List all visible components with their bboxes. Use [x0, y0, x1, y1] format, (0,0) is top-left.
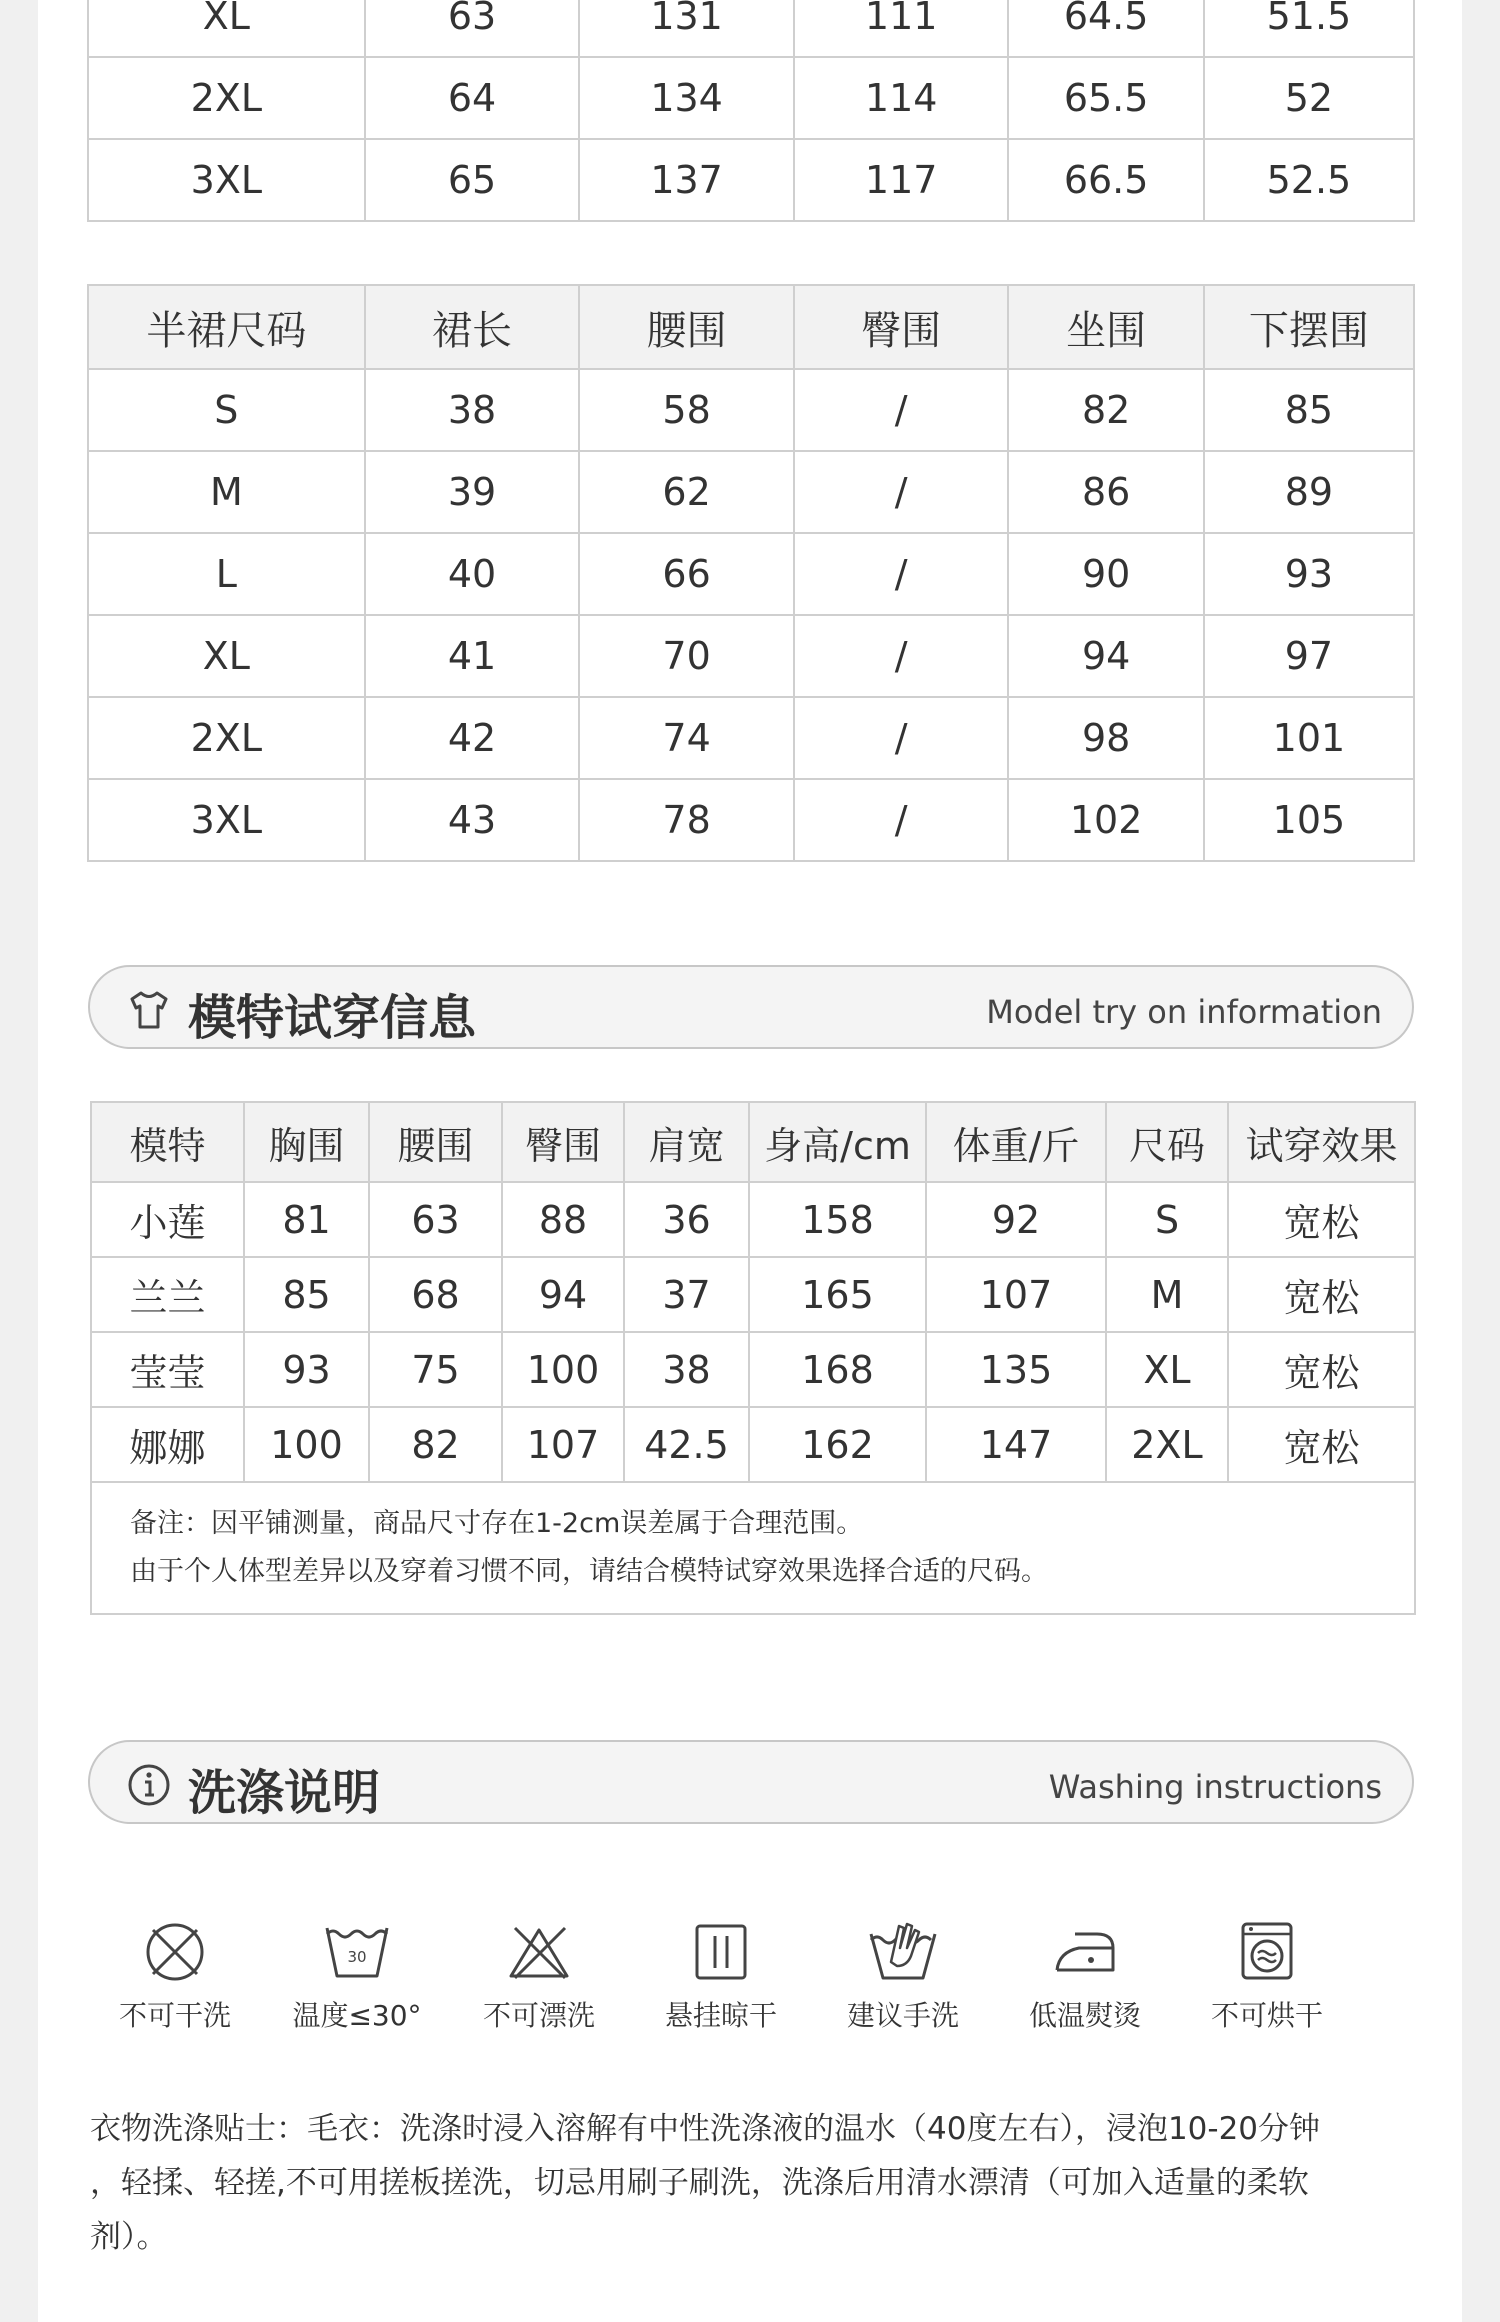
table-cell: 134 — [579, 57, 794, 139]
model-name: 莹莹 — [91, 1332, 244, 1407]
wash-item-no-bleach — [454, 1918, 624, 2034]
table-row — [88, 369, 1414, 451]
wash-item-hang-dry — [636, 1918, 806, 2034]
table-cell: 75 — [369, 1332, 502, 1407]
size-cell: XL — [88, 615, 365, 697]
wash-item-no-dry-clean — [90, 1918, 260, 2034]
size-note — [91, 1482, 1415, 1614]
table-cell: 168 — [749, 1332, 926, 1407]
table-cell: 88 — [502, 1182, 624, 1257]
table-cell: 63 — [365, 0, 580, 57]
table-cell: 100 — [502, 1332, 624, 1407]
table-cell: 82 — [1008, 369, 1203, 451]
product-detail-page — [38, 0, 1462, 2322]
table-row — [88, 615, 1414, 697]
table-cell: 162 — [749, 1407, 926, 1482]
table-cell: 100 — [244, 1407, 369, 1482]
header-hip: 臀围 — [794, 285, 1009, 369]
wash-item-temperature — [272, 1918, 442, 2034]
note-line-2: 由于个人体型差异以及穿着习惯不同，请结合模特试穿效果选择合适的尺码。 — [130, 1556, 1048, 1587]
table-cell: S — [1106, 1182, 1228, 1257]
table-cell: 105 — [1204, 779, 1414, 861]
table-cell: 43 — [365, 779, 580, 861]
table-row — [88, 0, 1414, 57]
table-cell: M — [1106, 1257, 1228, 1332]
size-cell: XL — [88, 0, 365, 57]
table-row — [88, 697, 1414, 779]
washing-section-header — [88, 1740, 1414, 1824]
table-cell: 42 — [365, 697, 580, 779]
table-cell: 42.5 — [624, 1407, 749, 1482]
wash-label: 低温熨烫 — [1028, 1999, 1141, 2032]
table-cell: 78 — [579, 779, 794, 861]
model-name: 兰兰 — [91, 1257, 244, 1332]
table-cell: 89 — [1204, 451, 1414, 533]
table-cell: 74 — [579, 697, 794, 779]
table-cell: 宽松 — [1228, 1182, 1415, 1257]
section-subtitle: Washing instructions — [1048, 1768, 1382, 1806]
table-cell: / — [794, 533, 1009, 615]
table-cell: 165 — [749, 1257, 926, 1332]
header-hem: 下摆围 — [1204, 285, 1414, 369]
size-cell: 3XL — [88, 779, 365, 861]
section-title: 洗涤说明 — [188, 1765, 381, 1821]
table-cell: 137 — [579, 139, 794, 221]
header-bust: 胸围 — [244, 1102, 369, 1182]
wash-label: 不可干洗 — [118, 1999, 231, 2032]
header-shoulder: 肩宽 — [624, 1102, 749, 1182]
no-bleach-icon — [503, 1918, 575, 1986]
model-section-header — [88, 965, 1414, 1049]
table-cell: 2XL — [1106, 1407, 1228, 1482]
table-row — [88, 533, 1414, 615]
table-cell: 147 — [926, 1407, 1106, 1482]
table-cell: 64 — [365, 57, 580, 139]
header-hip: 臀围 — [502, 1102, 624, 1182]
table-cell: 63 — [369, 1182, 502, 1257]
no-tumble-dry-icon — [1231, 1918, 1303, 1986]
table-cell: 81 — [244, 1182, 369, 1257]
table-cell: 宽松 — [1228, 1407, 1415, 1482]
wash-label: 温度≤30° — [292, 1999, 422, 2032]
table-cell: 38 — [365, 369, 580, 451]
table-cell: 93 — [1204, 533, 1414, 615]
table-row — [88, 139, 1414, 221]
header-size: 半裙尺码 — [88, 285, 365, 369]
tips-line-2: ，轻揉、轻搓,不可用搓板搓洗，切忌用刷子刷洗，洗涤后用清水漂清（可加入适量的柔软 — [90, 2165, 1309, 2201]
table-row — [91, 1332, 1415, 1407]
wash-item-low-iron — [1000, 1918, 1170, 2034]
table-cell: 158 — [749, 1182, 926, 1257]
table-cell: 97 — [1204, 615, 1414, 697]
header-height: 身高/cm — [749, 1102, 926, 1182]
table-cell: 65.5 — [1008, 57, 1203, 139]
table-cell: 65 — [365, 139, 580, 221]
size-cell: S — [88, 369, 365, 451]
table-cell: 94 — [1008, 615, 1203, 697]
table-cell: / — [794, 369, 1009, 451]
wash-label: 建议手洗 — [846, 1999, 959, 2032]
model-name: 小莲 — [91, 1182, 244, 1257]
wash-label: 悬挂晾干 — [664, 1999, 777, 2032]
header-size: 尺码 — [1106, 1102, 1228, 1182]
table-cell: 82 — [369, 1407, 502, 1482]
table-cell: 135 — [926, 1332, 1106, 1407]
washing-tips — [90, 2102, 1490, 2264]
hang-dry-icon — [685, 1918, 757, 1986]
table-cell: 117 — [794, 139, 1009, 221]
size-cell: L — [88, 533, 365, 615]
table-cell: / — [794, 615, 1009, 697]
table-row — [88, 779, 1414, 861]
table-cell: 62 — [579, 451, 794, 533]
table-cell: 102 — [1008, 779, 1203, 861]
tshirt-icon — [126, 987, 172, 1033]
header-waist: 腰围 — [579, 285, 794, 369]
low-iron-icon — [1049, 1918, 1121, 1986]
table-cell: 92 — [926, 1182, 1106, 1257]
wash-label: 不可烘干 — [1210, 1999, 1323, 2032]
table-cell: 101 — [1204, 697, 1414, 779]
info-icon — [126, 1762, 172, 1808]
size-cell: 2XL — [88, 697, 365, 779]
table-cell: 39 — [365, 451, 580, 533]
size-cell: 3XL — [88, 139, 365, 221]
table-cell: 66 — [579, 533, 794, 615]
table-cell: 51.5 — [1204, 0, 1414, 57]
header-model: 模特 — [91, 1102, 244, 1182]
table-cell: 52.5 — [1204, 139, 1414, 221]
table-cell: 37 — [624, 1257, 749, 1332]
table-cell: 93 — [244, 1332, 369, 1407]
wash-label: 不可漂洗 — [482, 1999, 595, 2032]
table-header-row — [91, 1102, 1415, 1182]
table-cell: 85 — [244, 1257, 369, 1332]
table-cell: 94 — [502, 1257, 624, 1332]
table-row — [91, 1407, 1415, 1482]
table-cell: 70 — [579, 615, 794, 697]
table-cell: / — [794, 697, 1009, 779]
table-header-row — [88, 285, 1414, 369]
model-info-table — [90, 1101, 1416, 1615]
table-cell: 38 — [624, 1332, 749, 1407]
header-skirt-length: 裙长 — [365, 285, 580, 369]
table-cell: 85 — [1204, 369, 1414, 451]
tips-line-3: 剂）。 — [90, 2219, 168, 2255]
header-weight: 体重/斤 — [926, 1102, 1106, 1182]
no-dry-clean-icon — [139, 1918, 211, 1986]
table-cell: 98 — [1008, 697, 1203, 779]
table-row — [91, 1182, 1415, 1257]
table-cell: 90 — [1008, 533, 1203, 615]
tips-line-1: 衣物洗涤贴士：毛衣：洗涤时浸入溶解有中性洗涤液的温水（40度左右），浸泡10-20分钟 — [90, 2111, 1321, 2147]
table-cell: 36 — [624, 1182, 749, 1257]
wash-temperature-text: 30 — [347, 1948, 367, 1966]
table-row — [88, 57, 1414, 139]
table-cell: 107 — [926, 1257, 1106, 1332]
table-cell: 107 — [502, 1407, 624, 1482]
table-cell: 52 — [1204, 57, 1414, 139]
table-cell: XL — [1106, 1332, 1228, 1407]
table-cell: 66.5 — [1008, 139, 1203, 221]
header-waist: 腰围 — [369, 1102, 502, 1182]
table-cell: 111 — [794, 0, 1009, 57]
hand-wash-icon — [867, 1918, 939, 1986]
size-cell: 2XL — [88, 57, 365, 139]
model-name: 娜娜 — [91, 1407, 244, 1482]
table-cell: 宽松 — [1228, 1332, 1415, 1407]
table-cell: 58 — [579, 369, 794, 451]
table-cell: 114 — [794, 57, 1009, 139]
table-cell: 131 — [579, 0, 794, 57]
table-cell: 68 — [369, 1257, 502, 1332]
table-cell: 41 — [365, 615, 580, 697]
header-seat: 坐围 — [1008, 285, 1203, 369]
size-cell: M — [88, 451, 365, 533]
section-title: 模特试穿信息 — [188, 990, 477, 1046]
top-size-table — [87, 0, 1415, 222]
table-cell: / — [794, 451, 1009, 533]
table-cell: 宽松 — [1228, 1257, 1415, 1332]
washing-icons — [90, 1918, 1390, 2048]
skirt-size-table — [87, 284, 1415, 862]
header-fit: 试穿效果 — [1228, 1102, 1415, 1182]
note-line-1: 备注：因平铺测量，商品尺寸存在1-2cm误差属于合理范围。 — [130, 1508, 864, 1539]
table-cell: 64.5 — [1008, 0, 1203, 57]
table-cell: 40 — [365, 533, 580, 615]
table-cell: 86 — [1008, 451, 1203, 533]
table-row — [91, 1257, 1415, 1332]
wash-item-no-tumble-dry — [1182, 1918, 1352, 2034]
table-cell: / — [794, 779, 1009, 861]
section-subtitle: Model try on information — [986, 993, 1382, 1031]
wash-30-icon — [321, 1918, 393, 1986]
wash-item-hand-wash — [818, 1918, 988, 2034]
note-row — [91, 1482, 1415, 1614]
table-row — [88, 451, 1414, 533]
